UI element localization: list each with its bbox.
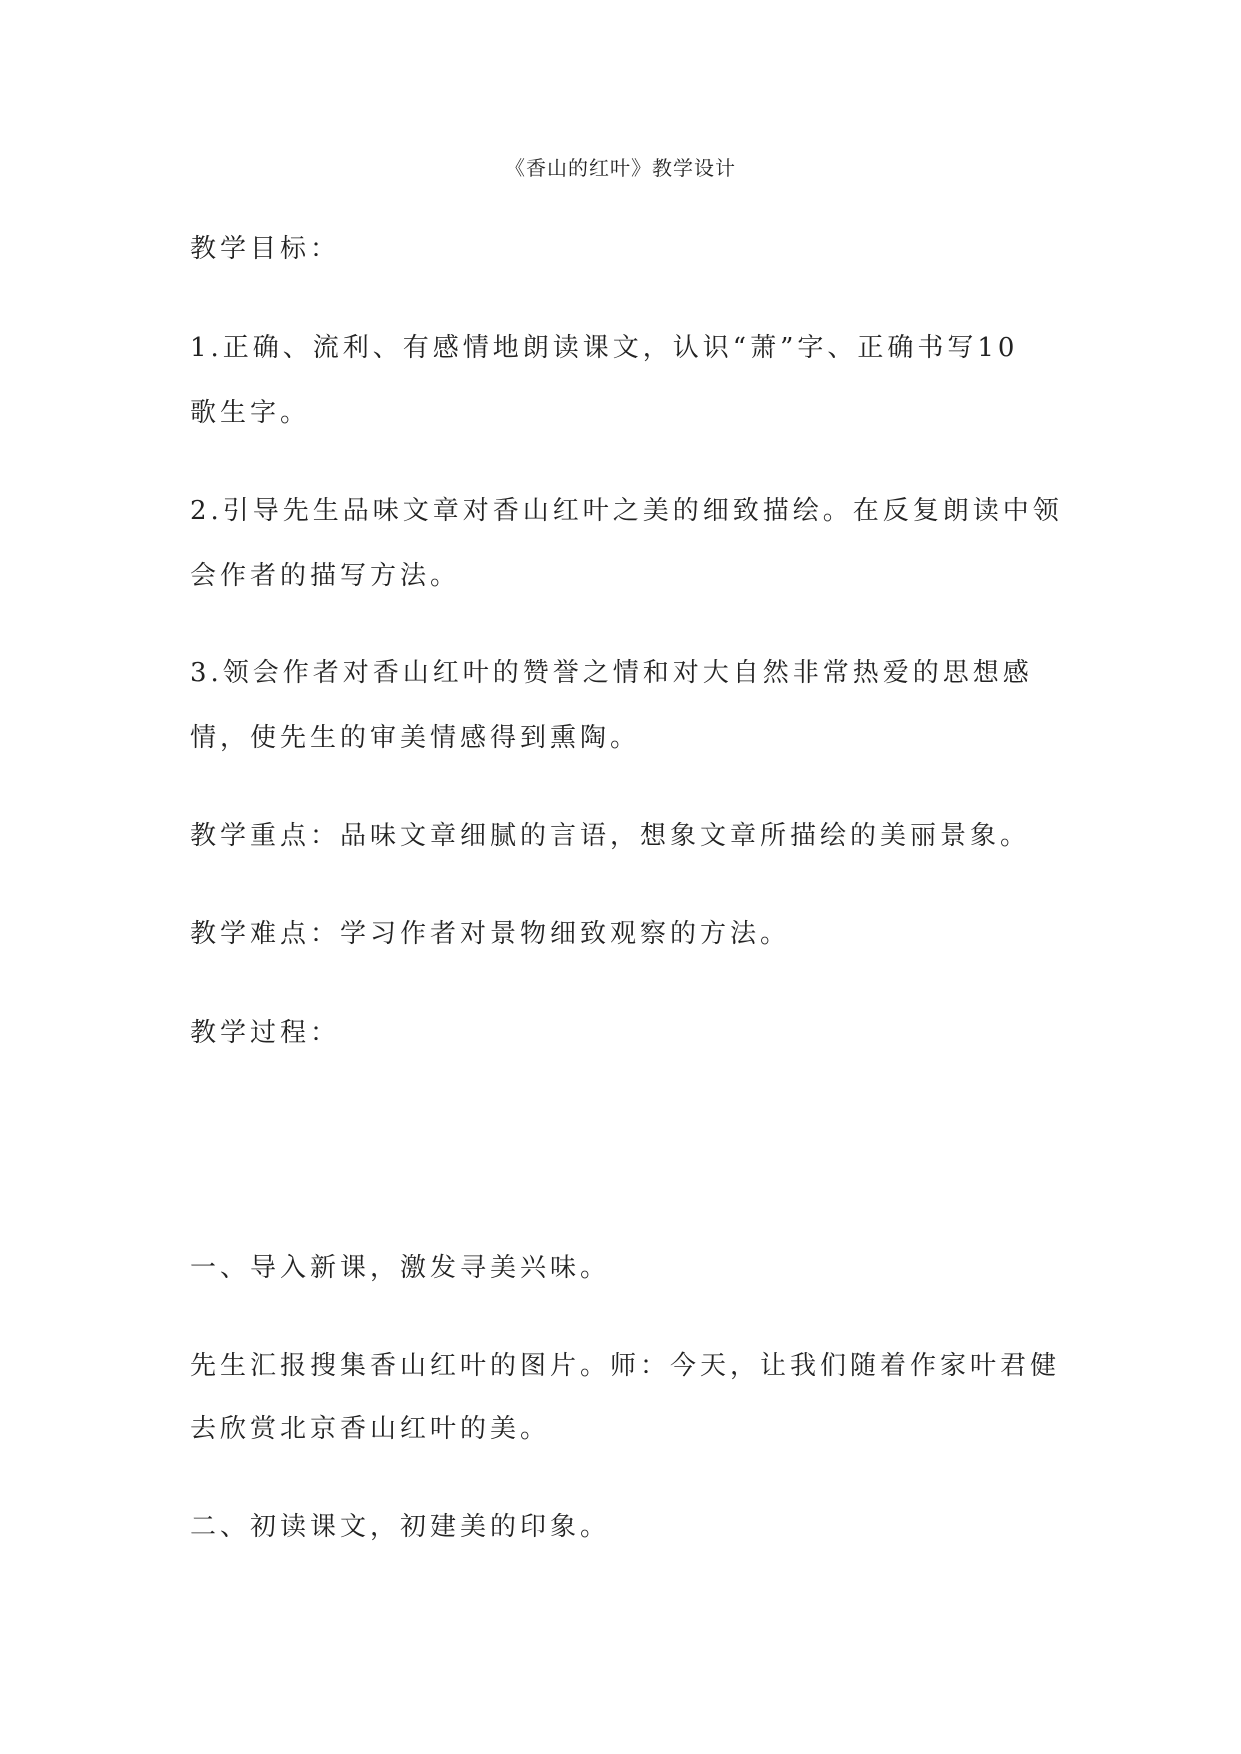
- document-title: 《香山的红叶》教学设计: [505, 156, 736, 180]
- section-1-paragraph-line-1: 先生汇报搜集香山红叶的图片。师：今天，让我们随着作家叶君健: [190, 1351, 1061, 1381]
- teaching-difficulty: 教学难点：学习作者对景物细致观察的方法。: [190, 919, 791, 949]
- section-1-paragraph-line-2: 去欣赏北京香山红叶的美。: [190, 1414, 551, 1444]
- goal-3-line-1: 3.领会作者对香山红叶的赞誉之情和对大自然非常热爱的思想感: [190, 658, 1033, 688]
- teaching-key-point: 教学重点：品味文章细腻的言语，想象文章所描绘的美丽景象。: [190, 821, 1031, 851]
- goal-1-line-2: 歌生字。: [190, 398, 311, 428]
- section-2-heading: 二、初读课文，初建美的印象。: [190, 1512, 611, 1542]
- goal-1-line-1: 1.正确、流利、有感情地朗读课文，认识“萧”字、正确书写10: [190, 333, 1019, 363]
- goal-2-line-1: 2.引导先生品味文章对香山红叶之美的细致描绘。在反复朗读中领: [190, 496, 1063, 526]
- heading-teaching-goals: 教学目标：: [190, 234, 341, 264]
- goal-2-line-2: 会作者的描写方法。: [190, 561, 461, 591]
- goal-3-line-2: 情，使先生的审美情感得到熏陶。: [190, 723, 641, 753]
- section-1-heading: 一、导入新课，激发寻美兴味。: [190, 1253, 611, 1283]
- heading-teaching-process: 教学过程：: [190, 1018, 341, 1048]
